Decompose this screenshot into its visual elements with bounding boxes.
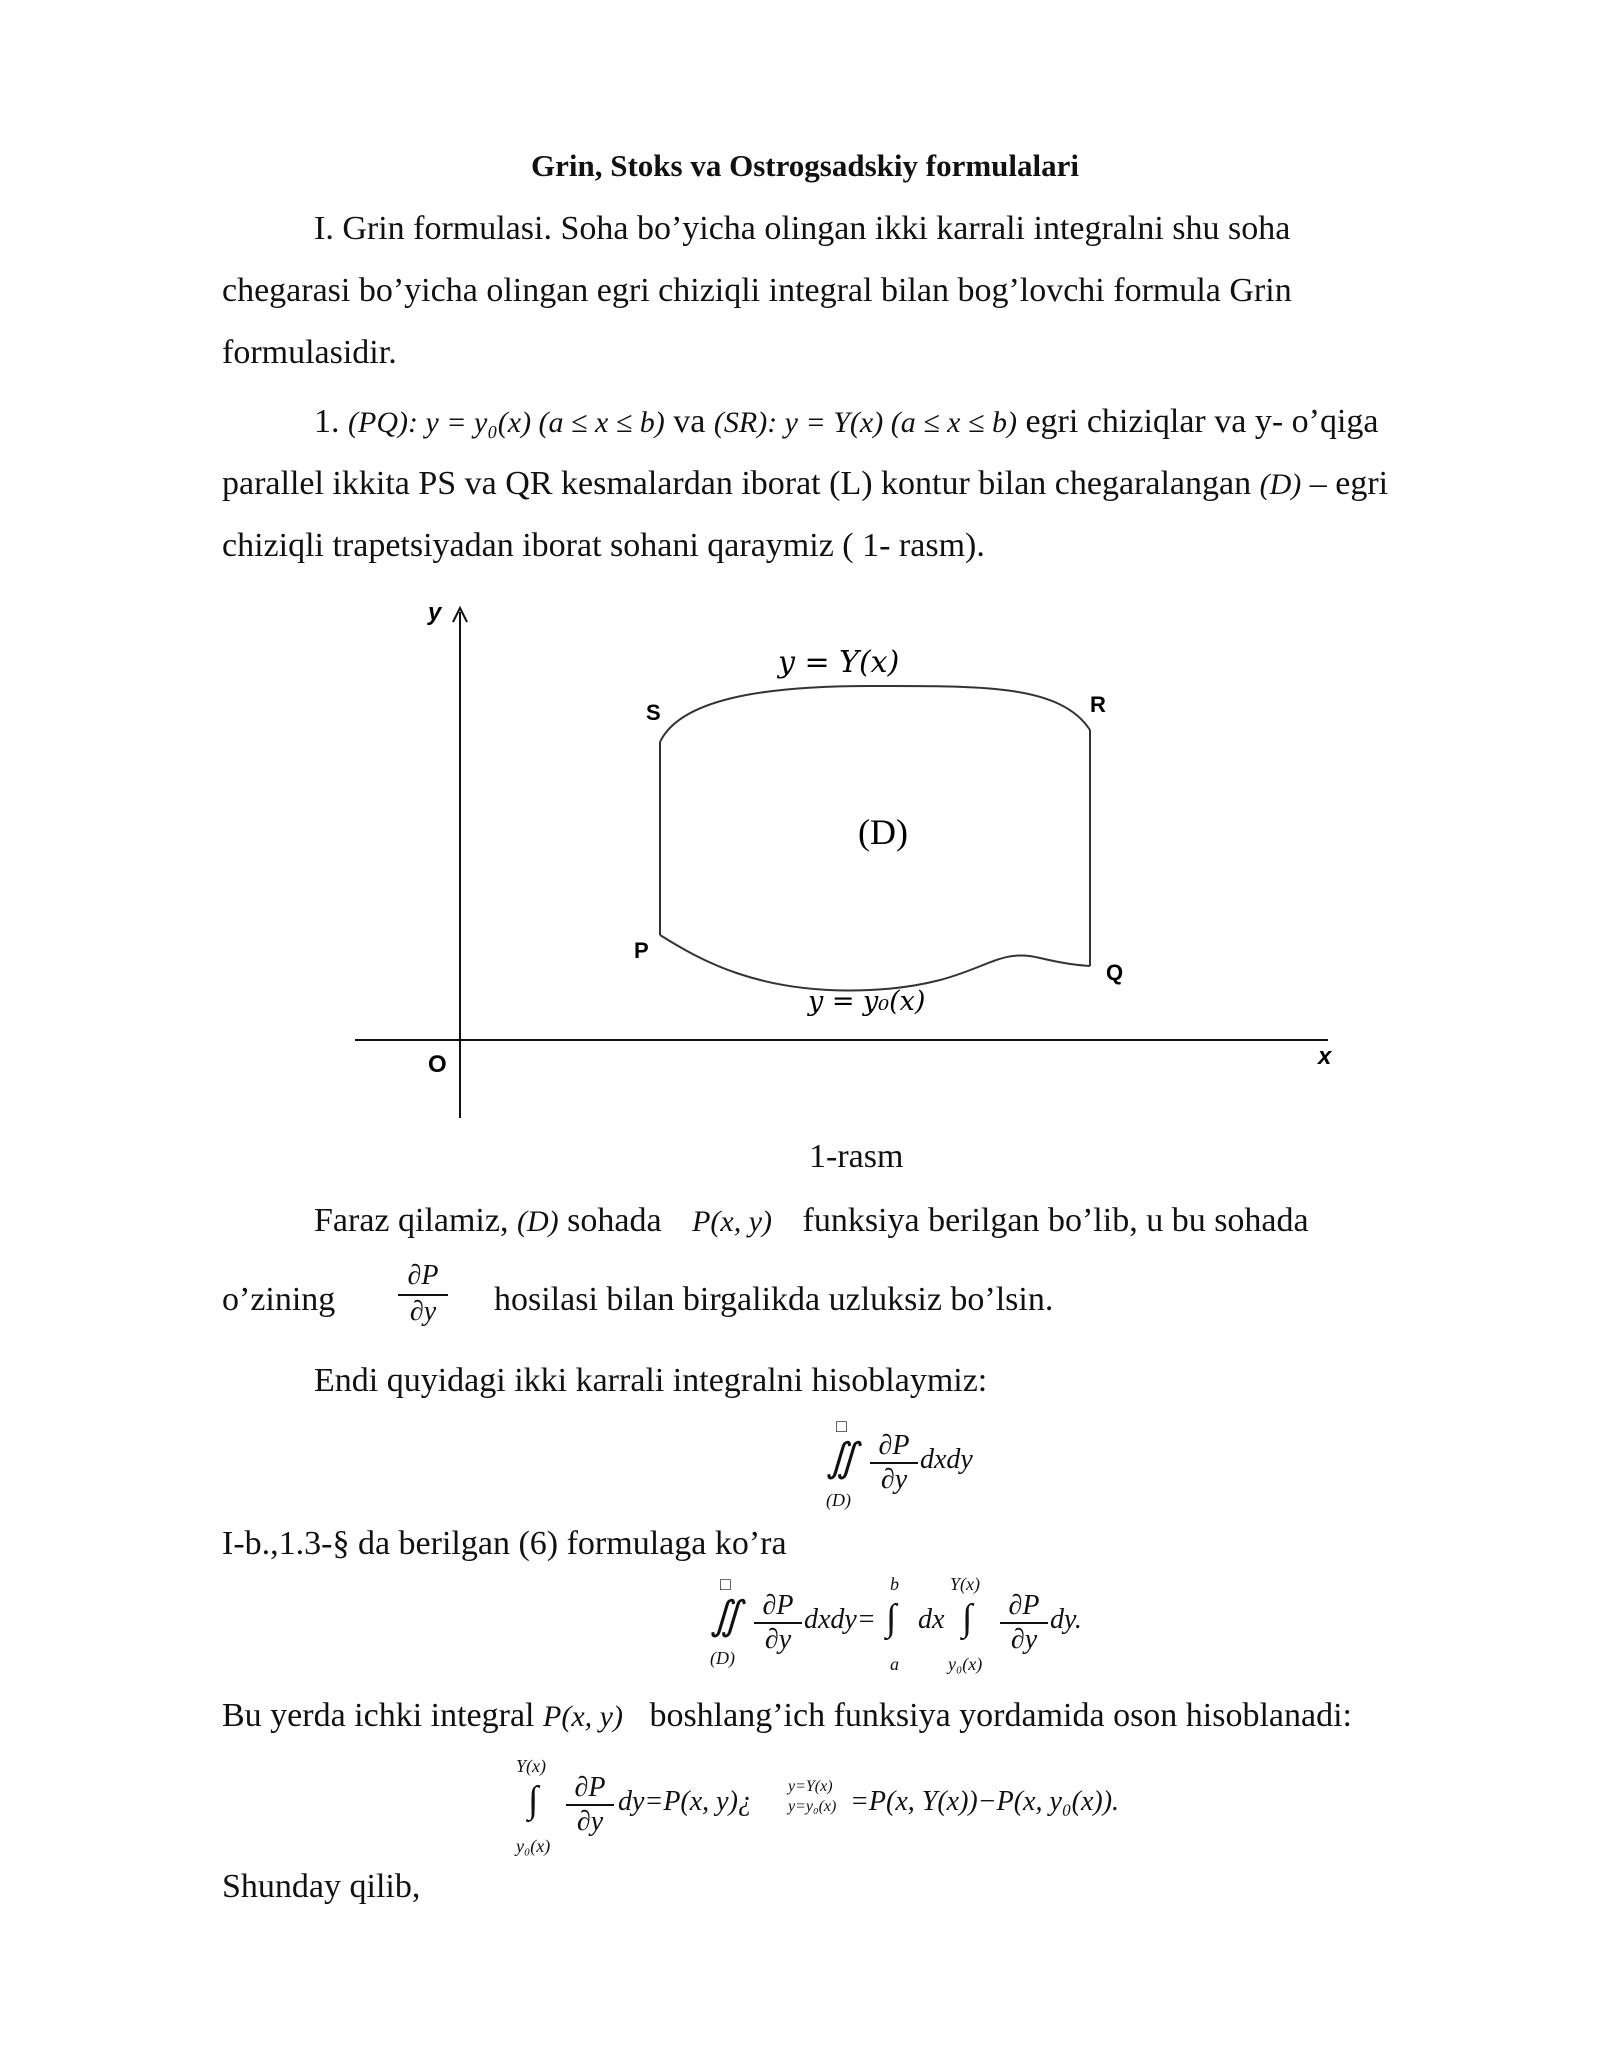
upper-limit-Y-2: Y(x) bbox=[516, 1756, 546, 1776]
formula2-fraction-1 bbox=[754, 1590, 802, 1656]
formula2-denominator-1: ∂y bbox=[754, 1622, 802, 1656]
bottom-curve-label: y = y₀(x) bbox=[808, 986, 926, 1017]
formula3-sub-bottom: y=y₀(x) bbox=[788, 1798, 837, 1815]
para5: I-b.,1.3-§ da berilgan (6) formulaga ko’ra bbox=[222, 1525, 787, 1562]
formula3-denominator: ∂y bbox=[566, 1804, 614, 1838]
fraction-denominator: ∂y bbox=[398, 1294, 448, 1328]
pq-formula: (PQ): y = y₀(x) (a ≤ x ≤ b) bbox=[348, 406, 665, 439]
upper-limit-Y: Y(x) bbox=[950, 1574, 980, 1594]
formula1-denominator: ∂y bbox=[870, 1462, 918, 1496]
para3-line1 bbox=[314, 1202, 1309, 1240]
formula-iterated-integral bbox=[706, 1574, 1126, 1684]
para6-head: Bu yerda ichki integral bbox=[222, 1697, 535, 1734]
para1-line3: formulasidir. bbox=[222, 334, 397, 371]
partial-fraction bbox=[398, 1260, 448, 1328]
double-integral-sign-2: ∬ bbox=[710, 1593, 742, 1638]
para2-line2-head: parallel ikkita PS va QR kesmalardan iborat (L) kontur bilan chegaralangan bbox=[222, 465, 1252, 502]
formula-double-integral bbox=[818, 1416, 1038, 1516]
para3-line2-tail: hosilasi bilan birgalikda uzluksiz bo’lsin. bbox=[494, 1281, 1054, 1318]
d-region-ref-2: (D) bbox=[516, 1205, 559, 1238]
para2-line2-tail: – egri bbox=[1309, 465, 1389, 502]
formula2-numerator-1: ∂P bbox=[762, 1590, 794, 1621]
integral-sign-outer: ∫ bbox=[886, 1597, 897, 1639]
formula1-differentials: dxdy bbox=[920, 1444, 973, 1475]
page-title: Grin, Stoks va Ostrogsadskiy formulalari bbox=[531, 148, 1080, 183]
label-s: S bbox=[646, 700, 661, 725]
region-label: (D) bbox=[858, 812, 908, 852]
formula3-sub-top: y=Y(x) bbox=[788, 1778, 833, 1795]
para4: Endi quyidagi ikki karrali integralni hisoblaymiz: bbox=[314, 1362, 988, 1399]
top-curve bbox=[660, 686, 1090, 742]
para3-line1-head: Faraz qilamiz, bbox=[314, 1202, 509, 1239]
fraction-numerator: ∂P bbox=[407, 1260, 439, 1291]
formula2-dx: dx bbox=[918, 1604, 945, 1635]
formula2-numerator-2: ∂P bbox=[1008, 1590, 1040, 1621]
para3-line1-tail: funksiya berilgan bo’lib, u bu sohada bbox=[802, 1202, 1309, 1239]
para7: Shunday qilib, bbox=[222, 1868, 421, 1905]
integral-sign-3: ∫ bbox=[528, 1779, 539, 1821]
para2-line1-tail: egri chiziqlar va y- o’qiga bbox=[1025, 403, 1379, 440]
x-axis-label: x bbox=[1318, 1043, 1332, 1070]
formula3-mid: dy=P(x, y)¿ bbox=[618, 1786, 752, 1817]
integral-domain: (D) bbox=[826, 1490, 851, 1510]
para1-line2: chegarasi bo’yicha olingan egri chiziqli integral bilan bog’lovchi formula Grin bbox=[222, 272, 1292, 309]
upper-limit-b: b bbox=[890, 1574, 899, 1594]
formula1-numerator: ∂P bbox=[878, 1430, 910, 1461]
label-q: Q bbox=[1106, 960, 1124, 985]
origin-label: O bbox=[428, 1051, 447, 1078]
formula2-mid: dxdy= bbox=[804, 1604, 876, 1635]
para2-line3: chiziqli trapetsiyadan iborat sohani qaraymiz ( 1- rasm). bbox=[222, 527, 985, 564]
integral-domain-2: (D) bbox=[710, 1648, 735, 1668]
item-number: 1. bbox=[314, 403, 340, 440]
pxy-function: P(x, y) bbox=[692, 1205, 772, 1238]
label-p: P bbox=[634, 938, 649, 963]
sohada-text: sohada bbox=[567, 1202, 662, 1239]
label-r: R bbox=[1090, 692, 1106, 717]
formula3-numerator: ∂P bbox=[574, 1772, 606, 1803]
y-axis-label: y bbox=[428, 599, 442, 626]
para6-tail: boshlang’ich funksiya yordamida oson hisoblanadi: bbox=[649, 1697, 1352, 1734]
lower-limit-y0: y₀(x) bbox=[948, 1654, 983, 1674]
para6 bbox=[222, 1697, 1352, 1735]
va-text: va bbox=[673, 403, 706, 440]
pxy-function-2: P(x, y) bbox=[543, 1700, 623, 1733]
integral-sign-inner: ∫ bbox=[962, 1597, 973, 1639]
lower-limit-a: a bbox=[890, 1654, 899, 1674]
top-curve-label: y = Y(x) bbox=[778, 645, 900, 680]
formula2-fraction-2 bbox=[1000, 1590, 1048, 1656]
lower-limit-y0-2: y₀(x) bbox=[516, 1836, 551, 1856]
figure-caption: 1-rasm bbox=[809, 1138, 904, 1175]
double-integral-sign: ∬ bbox=[826, 1435, 858, 1480]
formula3-tail: =P(x, Y(x))−P(x, y₀(x)). bbox=[850, 1786, 1120, 1817]
formula1-fraction bbox=[870, 1430, 918, 1496]
d-region-ref: (D) bbox=[1259, 468, 1302, 501]
formula2-denominator-2: ∂y bbox=[1000, 1622, 1048, 1656]
formula2-tail: dy. bbox=[1050, 1604, 1082, 1635]
bottom-curve bbox=[660, 935, 1090, 990]
formula3-fraction bbox=[566, 1772, 614, 1838]
para1-line1: I. Grin formulasi. Soha bo’yicha olingan ikki karrali integralni shu soha bbox=[314, 210, 1291, 247]
para3-line2-head: o’zining bbox=[222, 1281, 336, 1318]
formula-inner-integral bbox=[514, 1756, 1214, 1866]
placeholder-box: □ bbox=[836, 1416, 847, 1436]
sr-formula: (SR): y = Y(x) (a ≤ x ≤ b) bbox=[713, 406, 1017, 439]
placeholder-box-2: □ bbox=[720, 1574, 731, 1594]
